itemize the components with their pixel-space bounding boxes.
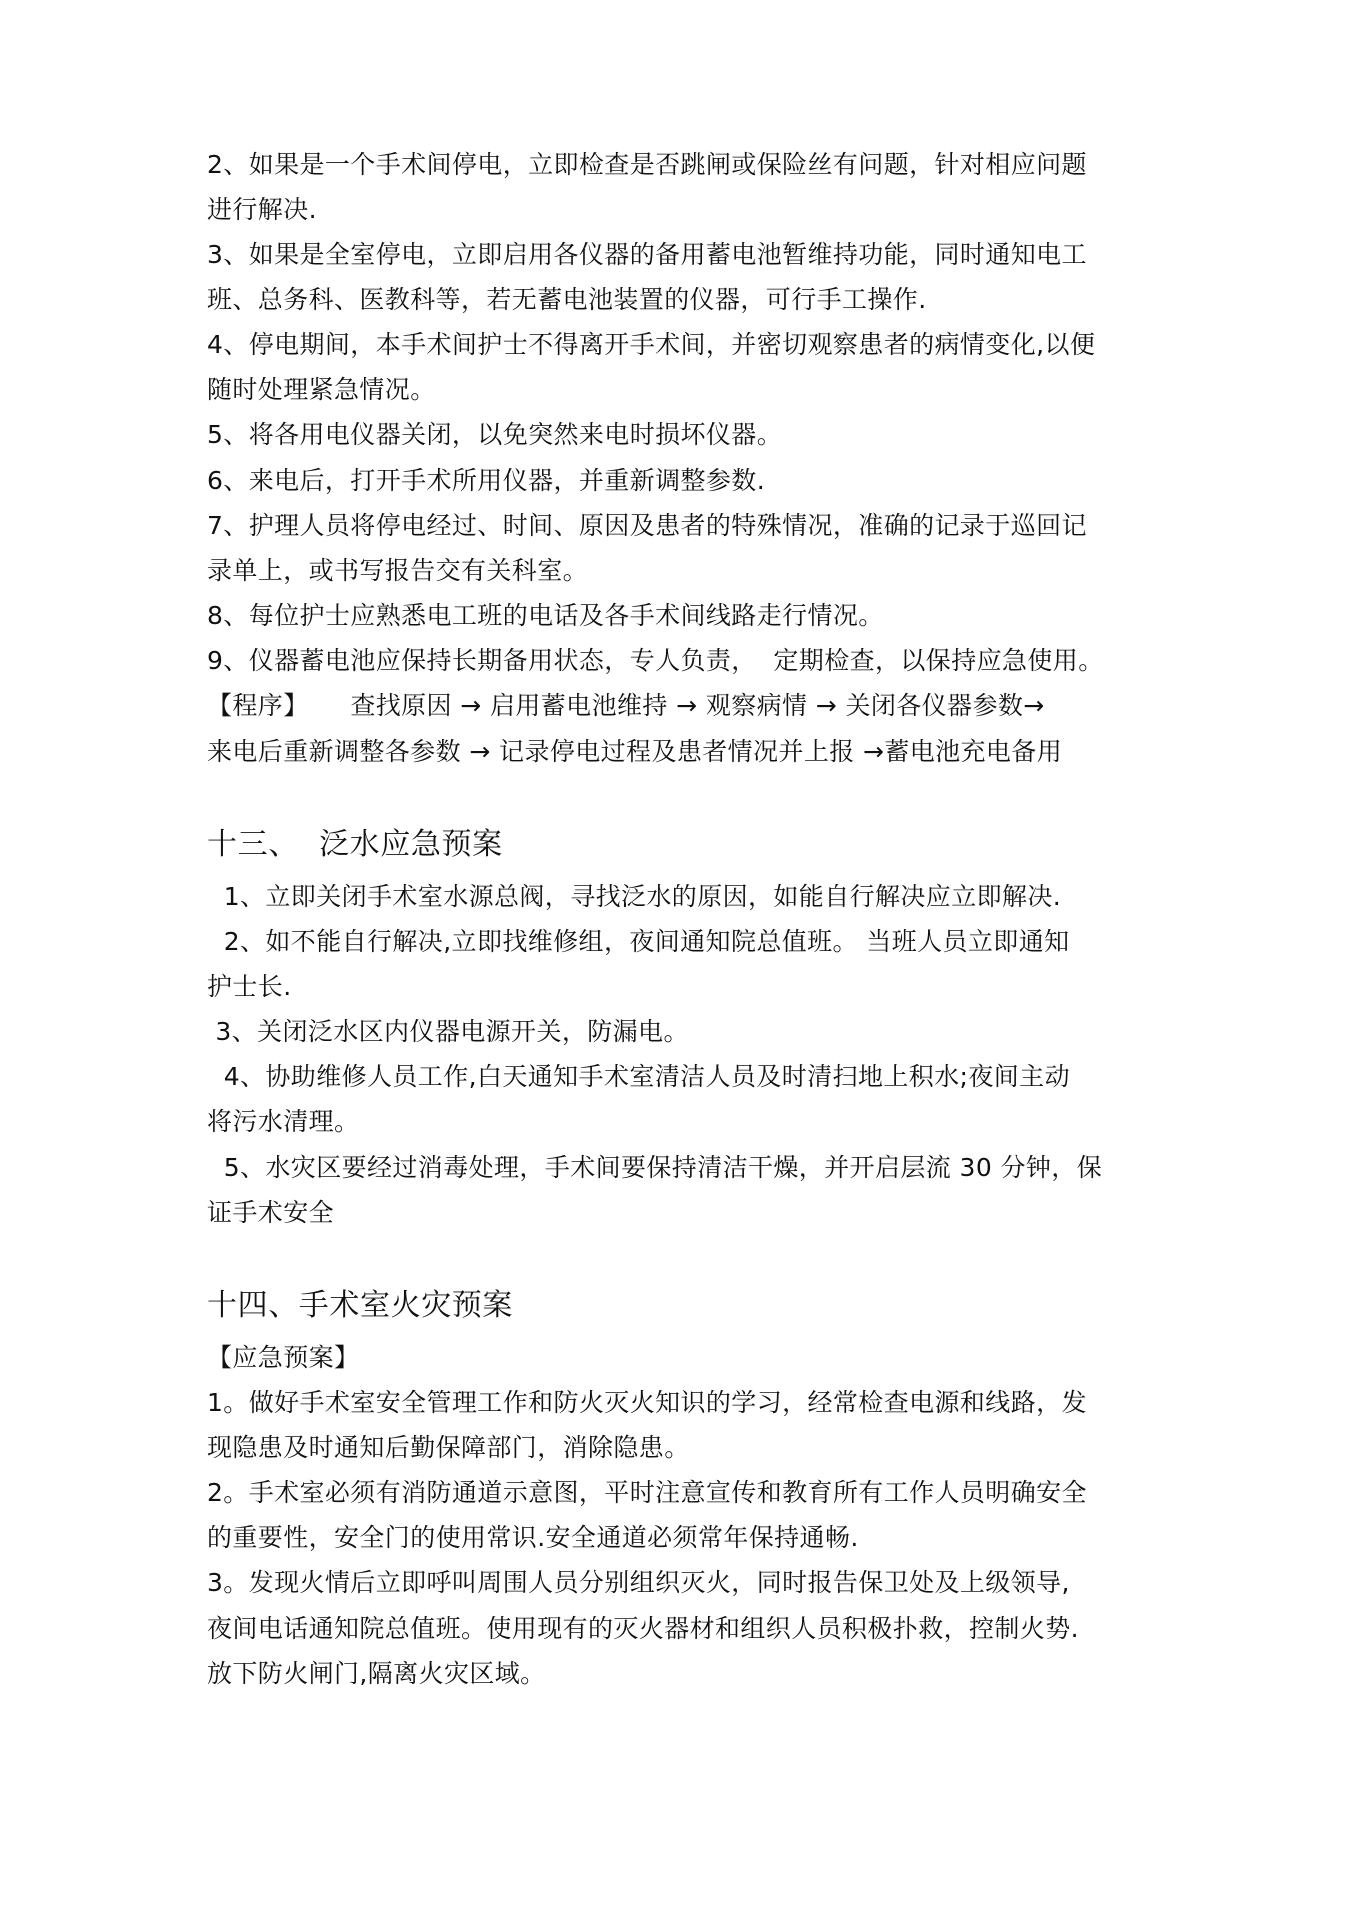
- text-line: 6、来电后，打开手术所用仪器，并重新调整参数.: [207, 466, 766, 495]
- text-line: 来电后重新调整各参数 → 记录停电过程及患者情况并上报 →蓄电池充电备用: [207, 737, 1063, 766]
- text-line: 5、水灾区要经过消毒处理，手术间要保持清洁干燥，并开启层流 30 分钟，保: [207, 1153, 1103, 1182]
- text-line: 4、协助维修人员工作,白天通知手术室清洁人员及时清扫地上积水;夜间主动: [207, 1062, 1070, 1091]
- text-line: 3、关闭泛水区内仪器电源开关，防漏电。: [207, 1017, 689, 1046]
- text-line: 3。发现火情后立即呼叫周围人员分别组织灭火，同时报告保卫处及上级领导,: [207, 1568, 1070, 1597]
- text-line: 证手术安全: [207, 1198, 335, 1227]
- section-heading: 十四、手术室火灾预案: [207, 1288, 513, 1323]
- text-line: 2。手术室必须有消防通道示意图，平时注意宣传和教育所有工作人员明确安全: [207, 1478, 1087, 1507]
- text-line: 1。做好手术室安全管理工作和防火灭火知识的学习，经常检查电源和线路，发: [207, 1388, 1087, 1417]
- text-line: 【程序】 查找原因 → 启用蓄电池维持 → 观察病情 → 关闭各仪器参数→: [207, 691, 1045, 720]
- text-line: 将污水清理。: [207, 1107, 360, 1136]
- text-line: 护士长.: [207, 972, 292, 1001]
- text-line: 8、每位护士应熟悉电工班的电话及各手术间线路走行情况。: [207, 601, 884, 630]
- text-line: 2、如果是一个手术间停电，立即检查是否跳闸或保险丝有问题，针对相应问题: [207, 150, 1087, 179]
- text-line: 班、总务科、医教科等，若无蓄电池装置的仪器，可行手工操作.: [207, 285, 927, 314]
- text-line: 3、如果是全室停电，立即启用各仪器的备用蓄电池暂维持功能，同时通知电工: [207, 240, 1087, 269]
- text-line: 7、护理人员将停电经过、时间、原因及患者的特殊情况，准确的记录于巡回记: [207, 511, 1087, 540]
- text-line: 1、立即关闭手术室水源总阀，寻找泛水的原因，如能自行解决应立即解决.: [207, 882, 1062, 911]
- text-line: 【应急预案】: [207, 1343, 360, 1372]
- text-line: 进行解决.: [207, 195, 317, 224]
- text-line: 夜间电话通知院总值班。使用现有的灭火器材和组织人员积极扑救，控制火势.: [207, 1614, 1079, 1643]
- text-line: 现隐患及时通知后勤保障部门，消除隐患。: [207, 1433, 690, 1462]
- text-line: 5、将各用电仪器关闭，以免突然来电时损坏仪器。: [207, 420, 783, 449]
- text-line: 9、仪器蓄电池应保持长期备用状态，专人负责， 定期检查，以保持应急使用。: [207, 646, 1104, 675]
- text-line: 随时处理紧急情况。: [207, 375, 436, 404]
- text-line: 的重要性，安全门的使用常识.安全通道必须常年保持通畅.: [207, 1523, 859, 1552]
- text-line: 录单上，或书写报告交有关科室。: [207, 556, 589, 585]
- text-line: 4、停电期间，本手术间护士不得离开手术间，并密切观察患者的病情变化,以便: [207, 330, 1096, 359]
- text-line: 放下防火闸门,隔离火灾区域。: [207, 1659, 546, 1688]
- text-line: 2、如不能自行解决,立即找维修组，夜间通知院总值班。 当班人员立即通知: [207, 927, 1070, 956]
- section-heading: 十三、 泛水应急预案: [207, 827, 503, 862]
